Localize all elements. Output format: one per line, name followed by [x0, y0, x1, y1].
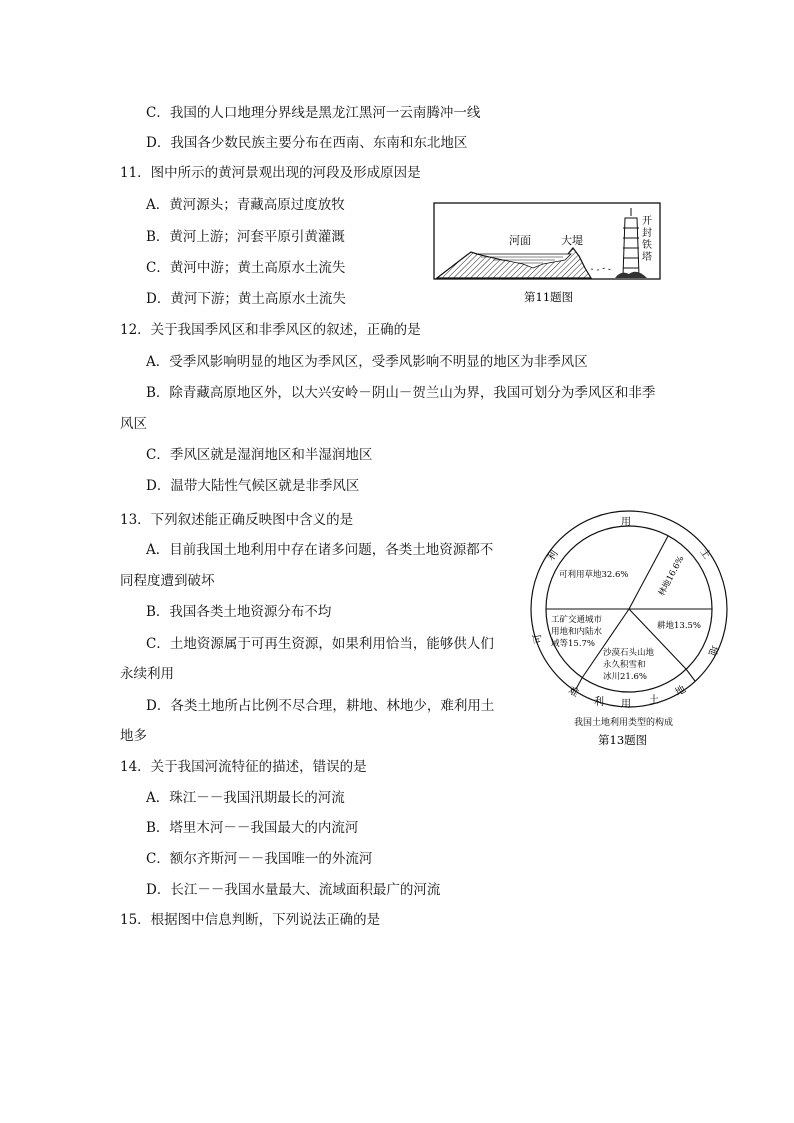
option-13c: C．土地资源属于可再生资源，如果利用恰当，能够供人们: [146, 636, 494, 652]
option-13c-cont: 永续利用: [120, 666, 174, 682]
slice-urban-1: 工矿交通城市: [551, 615, 603, 625]
slice-grassland: 可利用草地32.6%: [559, 570, 629, 580]
ring-bottom-4: 土: [649, 695, 659, 706]
question-13: 13．下列叙述能正确反映图中含义的是: [120, 512, 354, 528]
slice-urban-3: 域等15.7%: [551, 639, 596, 649]
slice-urban-2: 用地和内陆水: [551, 627, 603, 637]
option-13a: A．目前我国土地利用中存在诸多问题，各类土地资源都不: [146, 542, 494, 558]
question-14: 14．关于我国河流特征的描述，错误的是: [120, 759, 367, 775]
question-12: 12．关于我国季风区和非季风区的叙述，正确的是: [120, 322, 421, 338]
question-11: 11．图中所示的黄河景观出现的河段及形成原因是: [120, 165, 421, 181]
option-12c: C．季风区就是湿润地区和半湿润地区: [146, 447, 373, 463]
divider-forest: [629, 536, 668, 609]
figure-13-title: 我国土地利用类型的构成: [574, 718, 674, 728]
option-12d: D．温带大陆性气候区就是非季风区: [146, 478, 360, 494]
slice-forest: 林地16.6%: [656, 554, 687, 598]
option-13b: B．我国各类土地资源分布不均: [146, 604, 332, 620]
option-12b: B．除青藏高原地区外，以大兴安岭－阴山－贺兰山为界，我国可划分为季风区和非季: [146, 385, 656, 401]
figure-11-yellow-river: [433, 202, 661, 312]
option-12a: A．受季风影响明显的地区为季风区，受季风影响不明显的地区为非季风区: [146, 354, 588, 370]
label-tower-3: 铁: [642, 240, 652, 251]
option-14a: A．珠江－－我国汛期最长的河流: [146, 790, 345, 806]
question-15: 15．根据图中信息判断，下列说法正确的是: [120, 912, 381, 928]
option-14d: D．长江－－我国水量最大、流域面积最广的河流: [146, 882, 441, 898]
label-tower-1: 开: [642, 216, 652, 227]
figure-11-caption: 第11题图: [524, 290, 574, 304]
figure-13-land-use-pie: [528, 508, 732, 753]
ring-top-1: 可: [532, 632, 545, 645]
ring-bottom-5: 地: [673, 684, 688, 699]
label-dike: 大堤: [561, 234, 583, 247]
label-tower-2: 封: [642, 228, 652, 239]
figure-13-caption: 第13题图: [598, 733, 648, 747]
slice-desert-3: 冰川21.6%: [603, 672, 648, 682]
option-13a-cont: 同程度遭到破坏: [120, 573, 215, 589]
ring-bottom-2: 利: [594, 697, 604, 708]
ring-top-3: 用: [621, 517, 631, 528]
option-11a: A．黄河源头；青藏高原过度放牧: [146, 197, 345, 213]
option-14b: B．塔里木河－－我国最大的内流河: [146, 820, 359, 836]
ring-top-2: 利: [545, 548, 561, 564]
option-10d: D．我国各少数民族主要分布在西南、东南和东北地区: [146, 135, 468, 151]
label-tower-4: 塔: [642, 252, 652, 263]
option-11c: C．黄河中游；黄土高原水土流失: [146, 260, 346, 276]
option-12b-cont: 风区: [120, 416, 147, 432]
ring-top-5: 地: [705, 643, 720, 658]
option-10c: C．我国的人口地理分界线是黑龙江黑河一云南腾冲一线: [146, 105, 481, 121]
slice-farmland: 耕地13.5%: [657, 621, 702, 631]
option-11d: D．黄河下游；黄土高原水土流失: [146, 291, 346, 307]
riverbed-dike: [437, 248, 591, 278]
slice-desert-1: 沙漠石头山地: [603, 648, 655, 658]
ring-top-4: 土: [697, 546, 713, 562]
option-14c: C．额尔齐斯河－－我国唯一的外流河: [146, 851, 373, 867]
option-13d-cont: 地多: [120, 728, 147, 744]
ring-bottom-3: 用: [621, 699, 631, 710]
label-river-surface: 河面: [509, 234, 531, 247]
option-13d: D．各类土地所占比例不尽合理，耕地、林地少，难利用土: [146, 698, 495, 714]
option-11b: B．黄河上游；河套平原引黄灌溉: [146, 229, 345, 245]
ring-bottom-1: 难: [566, 685, 581, 700]
slice-desert-2: 永久积雪和: [603, 660, 646, 670]
